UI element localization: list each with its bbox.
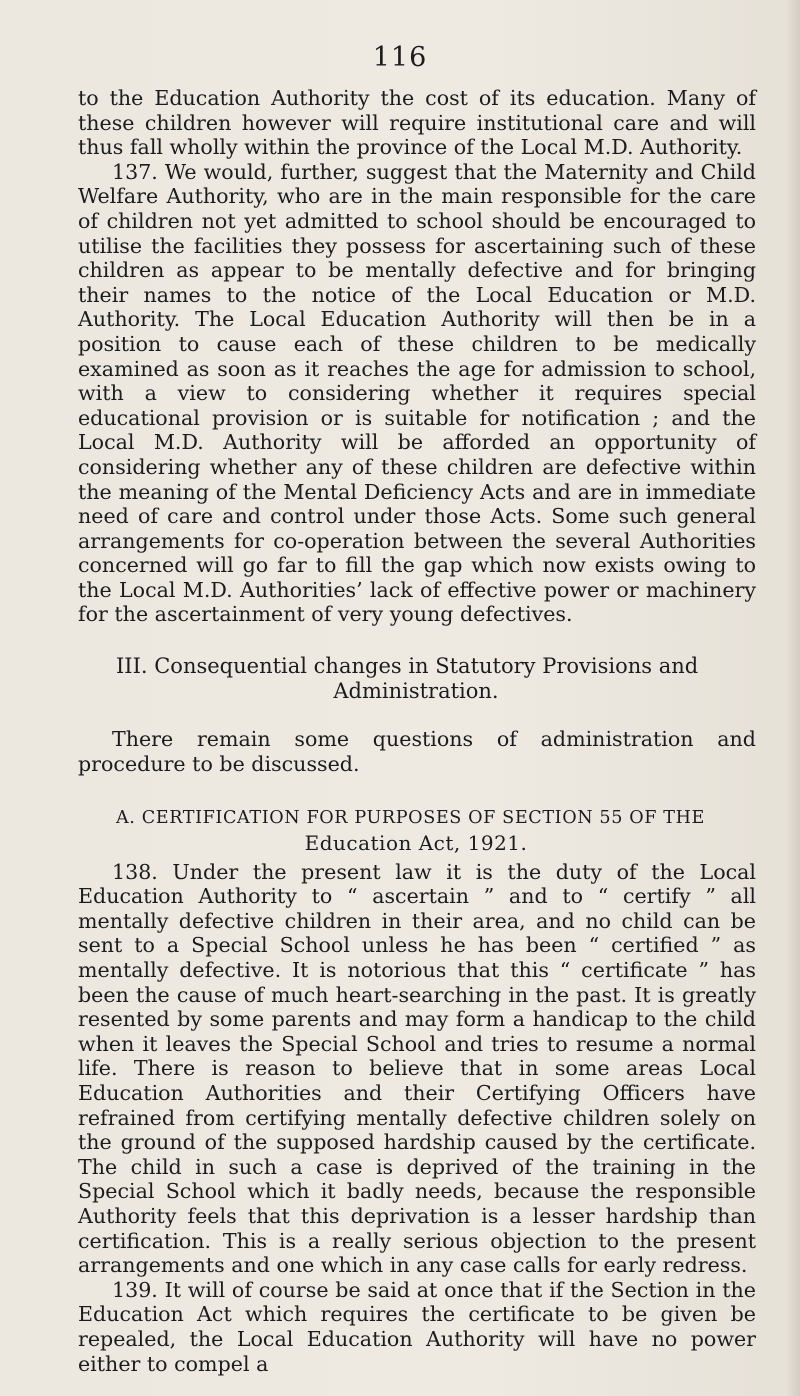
section-heading-line1: III. Consequential changes in Statutory Provisions and xyxy=(116,654,699,679)
paragraph-138: 138. Under the present law it is the duty of the Local Education Authority to “ ascertain ” and to “ certify ” all mentally defective children in their area, and no child can be sent to a Special School unless he has been “ certified ” as mentally defective. It is notorious that this “ certificate ” has been the cause of much heart-searching in the past. It is greatly resented by some parents and may form a handicap to the child when it leaves the Special School and tries to resume a normal life. There is reason to believe that in some areas Local Education Authorities and their Certifying Officers have refrained from certifying mentally defective children solely on the ground of the supposed hardship caused by the certificate. The child in such a case is deprived of the training in the Special School which it badly needs, because the responsible Authority feels that this deprivation is a lesser hardship than certification. This is a really serious objection to the present arrangements and one which in any case calls for early redress. xyxy=(78,859,756,1278)
paragraph-intro: to the Education Authority the cost of its education. Many of these children however will require institutional care and will thus fall wholly within the province of the Local M.D. Authority. xyxy=(78,86,756,160)
section-heading-line2: Administration. xyxy=(333,678,499,703)
section-heading xyxy=(78,654,756,703)
paragraph-remain: There remain some questions of administration and procedure to be discussed. xyxy=(78,727,756,776)
subsection-heading xyxy=(78,806,756,855)
subsection-heading-line2: Education Act, 1921. xyxy=(304,831,528,856)
page-body xyxy=(78,86,756,1376)
page-edge-shadow xyxy=(786,0,800,1396)
paragraph-137: 137. We would, further, suggest that the Maternity and Child Welfare Authority, who are in the main responsible for the care of children not yet admitted to school should be encouraged to utilise the facilities they possess for ascertaining such of these children as appear to be mentally defective and for bringing their names to the notice of the Local Education or M.D. Authority. The Local Education Authority will then be in a position to cause each of these children to be medically examined as soon as it reaches the age for admission to school, with a view to considering whether it requires special educational provision or is suitable for notification ; and the Local M.D. Authority will be afforded an opportunity of considering whether any of these children are defective within the meaning of the Mental Deficiency Acts and are in immediate need of care and control under those Acts. Some such general arrangements for co-operation between the several Authorities concerned will go far to fill the gap which now exists owing to the Local M.D. Authorities’ lack of effective power or machinery for the ascertainment of very young defectives. xyxy=(78,159,756,627)
page-number: 116 xyxy=(372,42,428,73)
subsection-heading-line1: A. CERTIFICATION FOR PURPOSES OF SECTION 55 OF THE xyxy=(116,808,705,829)
paragraph-139: 139. It will of course be said at once that if the Section in the Education Act which requires the certificate to be given be repealed, the Local Education Authority will have no power either to compel a xyxy=(78,1277,756,1376)
